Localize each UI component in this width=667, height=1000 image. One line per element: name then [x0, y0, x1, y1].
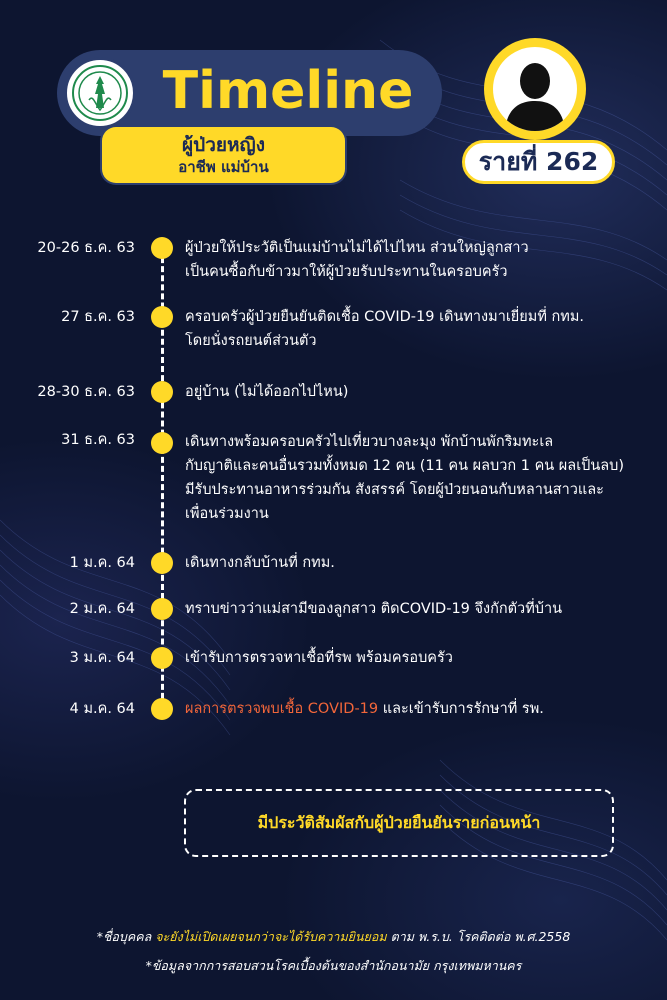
contact-history-note: มีประวัติสัมผัสกับผู้ป่วยยืนยันรายก่อนหน้า: [184, 789, 614, 857]
timeline-dot: [151, 381, 173, 403]
bangkok-seal-icon: [64, 57, 136, 129]
timeline-date: 27 ธ.ค. 63: [61, 309, 135, 325]
timeline-description: เดินทางพร้อมครอบครัวไปเที่ยวบางละมุง พักบ้านพักริมทะเล กับญาติและคนอื่นรวมทั้งหมด 12 คน (11 คน ผลบวก 1 คน ผลเป็นลบ) มีรับประทานอาหารร่วมกัน สังสรรค์ โดยผู้ป่วยนอนกับหลานสาวและ เพื่อนร่วมงาน: [185, 434, 625, 522]
timeline-date: 28-30 ธ.ค. 63: [37, 384, 135, 400]
timeline-dot: [151, 237, 173, 259]
timeline-dot: [151, 306, 173, 328]
avatar: [484, 38, 586, 140]
timeline-dot: [151, 552, 173, 574]
timeline-date: 31 ธ.ค. 63: [61, 432, 135, 448]
timeline-date: 1 ม.ค. 64: [69, 555, 135, 571]
timeline-description: ผลการตรวจพบเชื้อ COVID-19 และเข้ารับการรักษาที่ รพ.: [185, 701, 544, 717]
timeline-date: 20-26 ธ.ค. 63: [37, 240, 135, 256]
timeline-date: 2 ม.ค. 64: [69, 601, 135, 617]
timeline-date: 4 ม.ค. 64: [69, 701, 135, 717]
timeline-description: เข้ารับการตรวจหาเชื้อที่รพ พร้อมครอบครัว: [185, 650, 453, 666]
timeline-dot: [151, 698, 173, 720]
timeline-dot: [151, 432, 173, 454]
timeline-description: ผู้ป่วยให้ประวัติเป็นแม่บ้านไม่ได้ไปไหน ส่วนใหญ่ลูกสาว เป็นคนซื้อกับข้าวมาให้ผู้ป่วยรับประทานในครอบครัว: [185, 240, 529, 280]
positive-result-text: ผลการตรวจพบเชื้อ COVID-19: [185, 701, 379, 717]
page-title: Timeline: [162, 61, 414, 121]
privacy-footnote: *ชื่อบุคคล จะยังไม่เปิดเผยจนกว่าจะได้รับความยินยอม ตาม พ.ร.บ. โรคติดต่อ พ.ศ.2558: [96, 929, 571, 944]
timeline-dot: [151, 647, 173, 669]
timeline-description: ทราบข่าวว่าแม่สามีของลูกสาว ติดCOVID-19 จึงกักตัวที่บ้าน: [185, 601, 563, 617]
timeline-date: 3 ม.ค. 64: [69, 650, 135, 666]
case-number-badge: รายที่ 262: [462, 140, 615, 184]
source-footnote: *ข้อมูลจากการสอบสวนโรคเบื้องต้นของสำนักอนามัย กรุงเทพมหานคร: [145, 958, 522, 973]
patient-gender: ผู้ป่วยหญิง: [182, 134, 265, 156]
timeline-description: เดินทางกลับบ้านที่ กทม.: [185, 555, 335, 571]
timeline-description: อยู่บ้าน (ไม่ได้ออกไปไหน): [185, 384, 349, 400]
patient-info-box: [102, 127, 345, 183]
person-silhouette-icon: [493, 47, 577, 131]
timeline-description: ครอบครัวผู้ป่วยยืนยันติดเชื้อ COVID-19 เดินทางมาเยี่ยมที่ กทม. โดยนั่งรถยนต์ส่วนตัว: [185, 309, 585, 349]
patient-occupation: อาชีพ แม่บ้าน: [178, 158, 269, 176]
timeline-dot: [151, 598, 173, 620]
